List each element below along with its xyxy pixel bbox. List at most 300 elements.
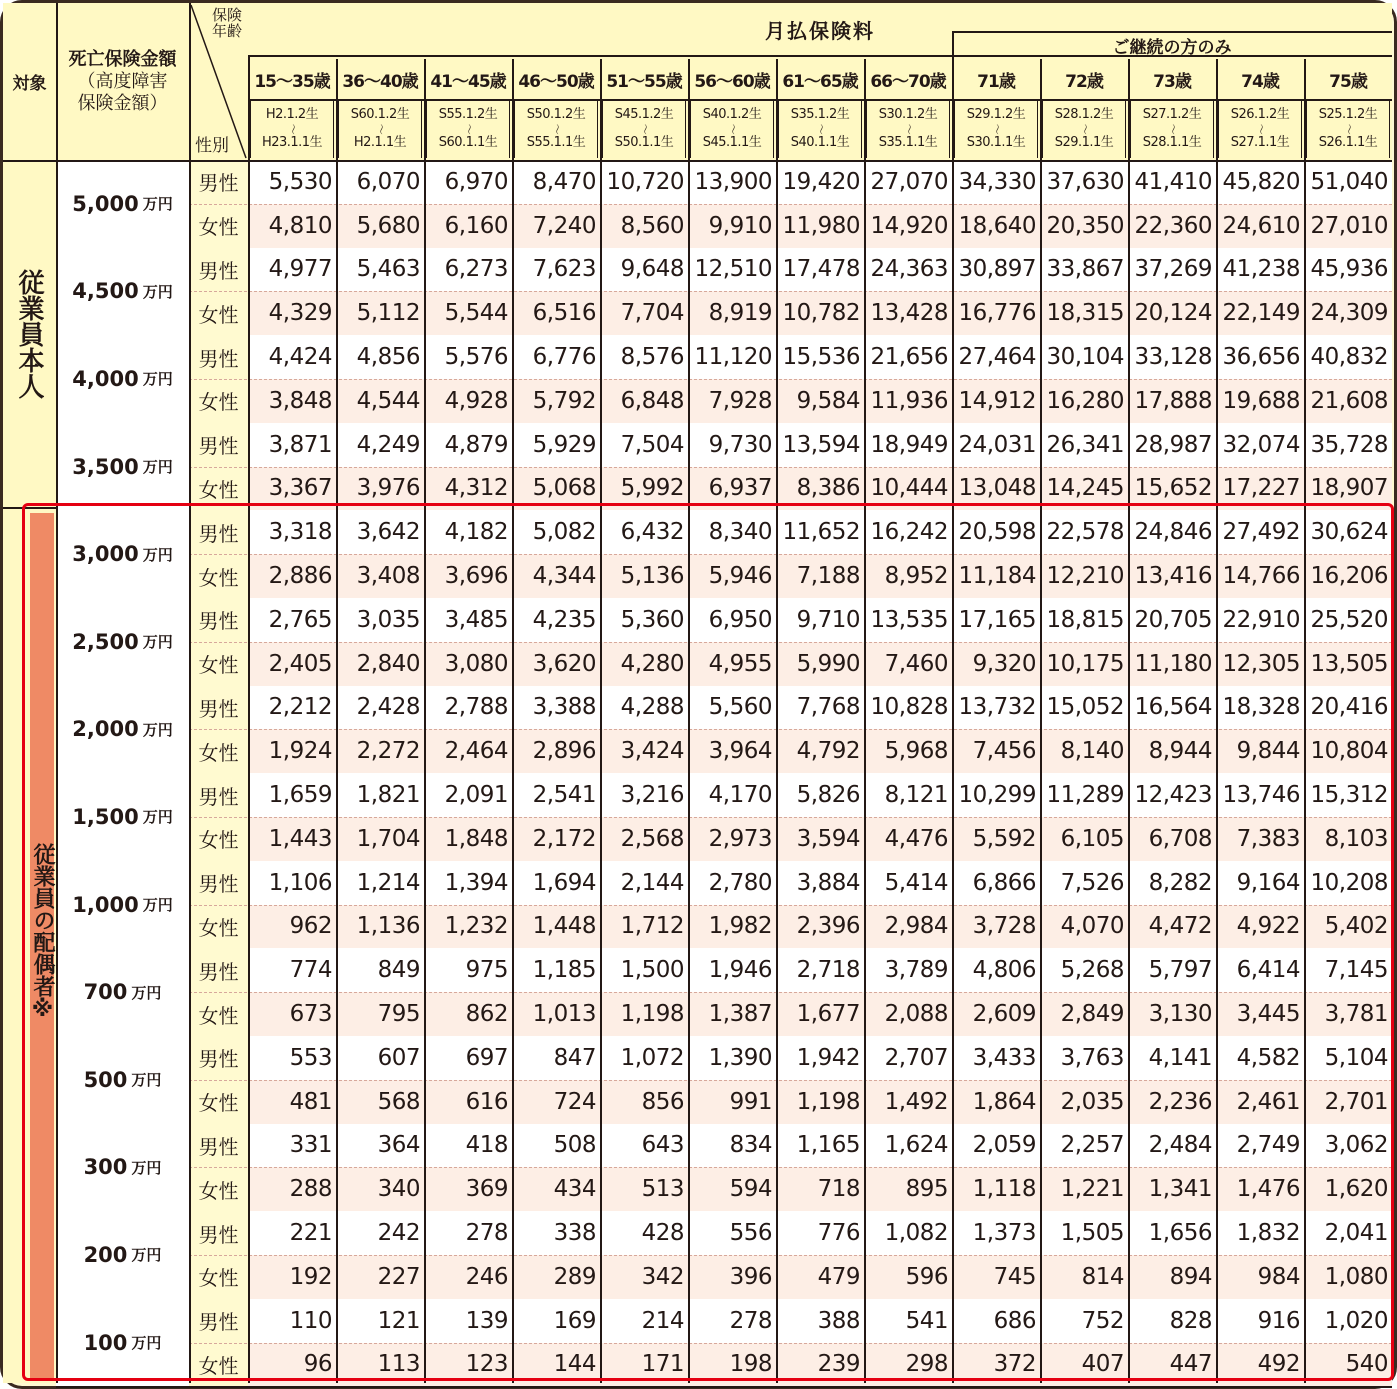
premium-value: 9,648 [620, 256, 684, 283]
premium-value: 2,236 [1148, 1088, 1212, 1115]
premium-value: 407 [1081, 1351, 1124, 1378]
premium-value: 1,848 [444, 825, 508, 852]
premium-value: 6,432 [620, 519, 684, 546]
premium-value: 2,428 [356, 694, 420, 721]
premium-cell [776, 992, 864, 1036]
premium-cell [688, 1124, 776, 1168]
premium-cell [600, 204, 688, 248]
premium-cell [1128, 1343, 1216, 1387]
premium-cell [336, 1343, 424, 1387]
premium-cell [1040, 248, 1128, 292]
premium-cell [864, 554, 952, 598]
premium-cell [952, 510, 1040, 554]
premium-cell [600, 729, 688, 773]
premium-value: 10,299 [958, 782, 1036, 809]
premium-value: 5,576 [444, 344, 508, 371]
amount-value: 3,500 [72, 454, 139, 479]
age-column-header [776, 59, 864, 99]
premium-value: 18,328 [1222, 694, 1300, 721]
premium-cell [1216, 160, 1304, 204]
amount-unit: 万円 [142, 370, 173, 389]
grid-vline [952, 31, 954, 59]
amount-value: 300 [83, 1155, 128, 1180]
premium-cell [1128, 335, 1216, 379]
premium-cell [248, 1211, 336, 1255]
tilde-label: ～ [1166, 123, 1179, 134]
premium-cell [952, 1080, 1040, 1124]
premium-cell [1040, 729, 1128, 773]
premium-cell [424, 1036, 512, 1080]
premium-value: 6,866 [972, 869, 1036, 896]
premium-value: 1,082 [884, 1220, 948, 1247]
premium-cell [1304, 379, 1392, 423]
premium-value: 2,091 [444, 782, 508, 809]
premium-cell [512, 467, 600, 511]
premium-cell [1216, 1080, 1304, 1124]
premium-value: 396 [729, 1263, 772, 1290]
target-label: 対象 [12, 74, 47, 94]
premium-cell [952, 817, 1040, 861]
premium-cell [864, 335, 952, 379]
premium-value: 686 [993, 1307, 1036, 1334]
premium-cell [952, 379, 1040, 423]
premium-value: 20,416 [1310, 694, 1388, 721]
premium-value: 342 [641, 1263, 684, 1290]
premium-value: 2,144 [620, 869, 684, 896]
premium-value: 22,360 [1134, 212, 1212, 239]
sex-label: 女性 [198, 302, 239, 327]
premium-value: 697 [465, 1044, 508, 1071]
premium-cell [1304, 817, 1392, 861]
premium-cell [336, 554, 424, 598]
birth-range-header [1042, 99, 1126, 158]
premium-value: 35,728 [1310, 431, 1388, 458]
premium-value: 26,341 [1046, 431, 1124, 458]
premium-value: 6,776 [532, 344, 596, 371]
birth-to-label: S28.1.1生 [1142, 134, 1202, 150]
premium-value: 1,821 [356, 782, 420, 809]
premium-value: 21,656 [870, 344, 948, 371]
grid-vline [189, 3, 191, 1383]
amount-cell [56, 598, 189, 686]
premium-value: 4,141 [1148, 1044, 1212, 1071]
premium-cell [424, 1299, 512, 1343]
premium-value: 17,227 [1222, 475, 1300, 502]
premium-cell [776, 335, 864, 379]
premium-value: 10,804 [1310, 738, 1388, 765]
premium-cell [776, 861, 864, 905]
premium-cell [512, 1255, 600, 1299]
premium-value: 33,128 [1134, 344, 1212, 371]
sex-cell [189, 510, 248, 554]
amount-value: 100 [83, 1330, 128, 1355]
premium-value: 13,746 [1222, 782, 1300, 809]
premium-cell [864, 598, 952, 642]
premium-cell [1128, 510, 1216, 554]
premium-cell [1304, 686, 1392, 730]
premium-cell [248, 1036, 336, 1080]
premium-value: 1,387 [708, 1001, 772, 1028]
premium-cell [424, 598, 512, 642]
premium-value: 541 [905, 1307, 948, 1334]
premium-cell [600, 992, 688, 1036]
sex-label: 女性 [198, 653, 239, 678]
premium-cell [336, 1124, 424, 1168]
premium-cell [1040, 1343, 1128, 1387]
premium-cell [512, 423, 600, 467]
premium-cell [336, 817, 424, 861]
sex-cell [189, 1124, 248, 1168]
birth-to-label: H2.1.1生 [353, 134, 407, 150]
premium-value: 9,844 [1236, 738, 1300, 765]
premium-cell [776, 1299, 864, 1343]
premium-cell [248, 1343, 336, 1387]
premium-value: 10,828 [870, 694, 948, 721]
premium-cell [1304, 1124, 1392, 1168]
premium-value: 8,944 [1148, 738, 1212, 765]
premium-cell [1304, 992, 1392, 1036]
age-range-label: 56～60歳 [694, 71, 770, 92]
premium-value: 2,707 [884, 1044, 948, 1071]
premium-value: 14,920 [870, 212, 948, 239]
premium-value: 7,504 [620, 431, 684, 458]
premium-value: 3,445 [1236, 1001, 1300, 1028]
sex-label: 男性 [198, 521, 239, 546]
premium-value: 41,410 [1134, 168, 1212, 195]
premium-value: 776 [817, 1220, 860, 1247]
amount-cell [56, 1299, 189, 1387]
premium-cell [1040, 1167, 1128, 1211]
amount-value: 1,500 [72, 804, 139, 829]
sex-cell [189, 160, 248, 204]
premium-cell [336, 905, 424, 949]
premium-value: 3,964 [708, 738, 772, 765]
birth-to-label: S50.1.1生 [614, 134, 674, 150]
premium-cell [1216, 729, 1304, 773]
premium-value: 9,320 [972, 650, 1036, 677]
premium-value: 3,976 [356, 475, 420, 502]
premium-cell [512, 379, 600, 423]
row-dash-divider [189, 992, 1392, 993]
premium-value: 369 [465, 1176, 508, 1203]
premium-value: 289 [553, 1263, 596, 1290]
premium-cell [1128, 992, 1216, 1036]
premium-cell [1128, 379, 1216, 423]
premium-cell [1040, 817, 1128, 861]
premium-value: 1,476 [1236, 1176, 1300, 1203]
premium-cell [600, 1343, 688, 1387]
premium-cell [248, 1124, 336, 1168]
birth-range-header [514, 99, 598, 158]
premium-cell [1304, 160, 1392, 204]
premium-value: 2,984 [884, 913, 948, 940]
age-range-label: 74歳 [1241, 71, 1279, 92]
premium-cell [688, 817, 776, 861]
premium-cell [424, 1124, 512, 1168]
premium-value: 1,704 [356, 825, 420, 852]
sex-label: 男性 [198, 258, 239, 283]
premium-cell [688, 642, 776, 686]
premium-value: 5,560 [708, 694, 772, 721]
premium-value: 828 [1169, 1307, 1212, 1334]
premium-cell [1040, 467, 1128, 511]
premium-value: 25,520 [1310, 606, 1388, 633]
premium-cell [336, 773, 424, 817]
birth-range-header [1130, 99, 1214, 158]
sex-label: 男性 [198, 1310, 239, 1335]
premium-value: 11,120 [694, 344, 772, 371]
premium-cell [336, 642, 424, 686]
age-column-header [1304, 59, 1392, 99]
premium-cell [1128, 160, 1216, 204]
premium-value: 3,781 [1324, 1001, 1388, 1028]
premium-cell [600, 1211, 688, 1255]
premium-cell [1304, 1167, 1392, 1211]
premium-cell [424, 291, 512, 335]
premium-cell [600, 1080, 688, 1124]
premium-cell [1128, 686, 1216, 730]
premium-cell [248, 861, 336, 905]
premium-value: 2,041 [1324, 1220, 1388, 1247]
row-dash-divider [189, 729, 1392, 730]
premium-value: 1,020 [1324, 1307, 1388, 1334]
premium-cell [864, 1080, 952, 1124]
premium-value: 4,476 [884, 825, 948, 852]
premium-value: 9,584 [796, 387, 860, 414]
premium-cell [1216, 905, 1304, 949]
age-column-header [1216, 59, 1304, 99]
premium-value: 916 [1257, 1307, 1300, 1334]
tilde-label: ～ [726, 123, 739, 134]
premium-cell [688, 1211, 776, 1255]
premium-value: 15,536 [782, 344, 860, 371]
premium-value: 2,059 [972, 1132, 1036, 1159]
premium-value: 8,340 [708, 519, 772, 546]
sex-label: 男性 [198, 434, 239, 459]
premium-value: 2,461 [1236, 1088, 1300, 1115]
premium-cell [600, 160, 688, 204]
premium-cell [864, 291, 952, 335]
amount-cell [56, 948, 189, 1036]
premium-cell [688, 598, 776, 642]
age-column-header [248, 59, 336, 99]
premium-cell [336, 510, 424, 554]
amount-unit: 万円 [142, 282, 173, 301]
premium-cell [776, 1211, 864, 1255]
premium-cell [776, 817, 864, 861]
age-column-header [952, 59, 1040, 99]
premium-value: 4,249 [356, 431, 420, 458]
premium-cell [1216, 861, 1304, 905]
premium-value: 20,705 [1134, 606, 1212, 633]
premium-value: 14,245 [1046, 475, 1124, 502]
premium-value: 513 [641, 1176, 684, 1203]
premium-value: 5,082 [532, 519, 596, 546]
premium-value: 6,070 [356, 168, 420, 195]
amount-unit: 万円 [131, 1071, 162, 1090]
age-column-header [424, 59, 512, 99]
premium-value: 975 [465, 957, 508, 984]
premium-cell [688, 686, 776, 730]
premium-cell [248, 1167, 336, 1211]
premium-value: 16,206 [1310, 563, 1388, 590]
row-dash-divider [189, 642, 1392, 643]
premium-value: 7,456 [972, 738, 1036, 765]
premium-cell [952, 204, 1040, 248]
sex-cell [189, 1299, 248, 1343]
premium-value: 1,505 [1060, 1220, 1124, 1247]
premium-value: 1,443 [268, 825, 332, 852]
premium-value: 27,070 [870, 168, 948, 195]
premium-value: 2,088 [884, 1001, 948, 1028]
premium-cell [952, 160, 1040, 204]
premium-cell [776, 1167, 864, 1211]
premium-value: 14,766 [1222, 563, 1300, 590]
sex-cell [189, 467, 248, 511]
premium-cell [1304, 1036, 1392, 1080]
premium-value: 3,871 [268, 431, 332, 458]
premium-cell [248, 729, 336, 773]
premium-value: 3,728 [972, 913, 1036, 940]
tilde-label: ～ [1078, 123, 1091, 134]
birth-to-label: S30.1.1生 [966, 134, 1026, 150]
premium-value: 2,718 [796, 957, 860, 984]
premium-value: 4,544 [356, 387, 420, 414]
premium-cell [1304, 510, 1392, 554]
premium-cell [1040, 554, 1128, 598]
premium-value: 508 [553, 1132, 596, 1159]
premium-value: 6,970 [444, 168, 508, 195]
premium-value: 673 [289, 1001, 332, 1028]
birth-to-label: S26.1.1生 [1318, 134, 1378, 150]
amount-value: 2,500 [72, 629, 139, 654]
birth-from-label: H2.1.2生 [265, 106, 319, 122]
premium-value: 28,987 [1134, 431, 1212, 458]
birth-from-label: S60.1.2生 [350, 106, 410, 122]
premium-cell [1040, 642, 1128, 686]
premium-value: 862 [465, 1001, 508, 1028]
birth-from-label: S26.1.2生 [1230, 106, 1290, 122]
premium-value: 607 [377, 1044, 420, 1071]
amount-unit: 万円 [142, 458, 173, 477]
premium-cell [512, 1080, 600, 1124]
premium-value: 4,182 [444, 519, 508, 546]
premium-cell [1216, 817, 1304, 861]
age-range-label: 36～40歳 [342, 71, 418, 92]
premium-cell [1216, 291, 1304, 335]
premium-cell [1216, 554, 1304, 598]
row-dash-divider [189, 1080, 1392, 1081]
row-dash-divider [189, 1167, 1392, 1168]
premium-cell [1128, 861, 1216, 905]
premium-value: 2,788 [444, 694, 508, 721]
premium-cell [952, 861, 1040, 905]
amount-cell [56, 1036, 189, 1124]
premium-cell [864, 1255, 952, 1299]
premium-value: 5,104 [1324, 1044, 1388, 1071]
age-range-label: 75歳 [1329, 71, 1367, 92]
premium-cell [1216, 379, 1304, 423]
premium-value: 8,560 [620, 212, 684, 239]
sex-label: 女性 [198, 215, 239, 240]
premium-cell [864, 1036, 952, 1080]
premium-cell [1040, 510, 1128, 554]
premium-cell [336, 1036, 424, 1080]
premium-cell [1304, 1080, 1392, 1124]
premium-cell [248, 379, 336, 423]
sex-label: 男性 [198, 1134, 239, 1159]
premium-value: 6,516 [532, 300, 596, 327]
premium-cell [1128, 1036, 1216, 1080]
premium-cell [1128, 1211, 1216, 1255]
premium-value: 214 [641, 1307, 684, 1334]
premium-cell [512, 861, 600, 905]
premium-value: 1,942 [796, 1044, 860, 1071]
premium-cell [776, 379, 864, 423]
premium-value: 2,840 [356, 650, 420, 677]
premium-cell [688, 423, 776, 467]
premium-value: 4,928 [444, 387, 508, 414]
premium-cell [864, 467, 952, 511]
premium-value: 724 [553, 1088, 596, 1115]
premium-cell [424, 1211, 512, 1255]
tilde-label: ～ [462, 123, 475, 134]
premium-value: 6,848 [620, 387, 684, 414]
tilde-label: ～ [1254, 123, 1267, 134]
premium-value: 24,846 [1134, 519, 1212, 546]
premium-value: 4,329 [268, 300, 332, 327]
premium-value: 3,424 [620, 738, 684, 765]
premium-cell [1216, 773, 1304, 817]
premium-value: 3,696 [444, 563, 508, 590]
premium-cell [600, 686, 688, 730]
premium-cell [952, 248, 1040, 292]
premium-cell [248, 817, 336, 861]
premium-value: 1,694 [532, 869, 596, 896]
premium-cell [600, 423, 688, 467]
premium-value: 8,140 [1060, 738, 1124, 765]
premium-cell [1128, 773, 1216, 817]
premium-cell [776, 1124, 864, 1168]
premium-value: 4,955 [708, 650, 772, 677]
premium-cell [248, 773, 336, 817]
premium-cell [688, 379, 776, 423]
amount-value: 3,000 [72, 542, 139, 567]
premium-cell [248, 335, 336, 379]
premium-value: 568 [377, 1088, 420, 1115]
premium-value: 4,856 [356, 344, 420, 371]
premium-cell [1304, 642, 1392, 686]
premium-value: 6,937 [708, 475, 772, 502]
premium-value: 5,990 [796, 650, 860, 677]
birth-from-label: S27.1.2生 [1142, 106, 1202, 122]
sex-label: 男性 [198, 696, 239, 721]
premium-value: 5,136 [620, 563, 684, 590]
premium-cell [424, 379, 512, 423]
premium-cell [864, 510, 952, 554]
birth-from-label: S55.1.2生 [438, 106, 498, 122]
premium-cell [864, 379, 952, 423]
row-dash-divider [189, 291, 1392, 292]
premium-cell [600, 948, 688, 992]
premium-value: 745 [993, 1263, 1036, 1290]
premium-cell [1304, 423, 1392, 467]
sex-label: 女性 [198, 390, 239, 415]
premium-value: 814 [1081, 1263, 1124, 1290]
sex-cell [189, 1211, 248, 1255]
premium-value: 27,464 [958, 344, 1036, 371]
birth-from-label: S45.1.2生 [614, 106, 674, 122]
